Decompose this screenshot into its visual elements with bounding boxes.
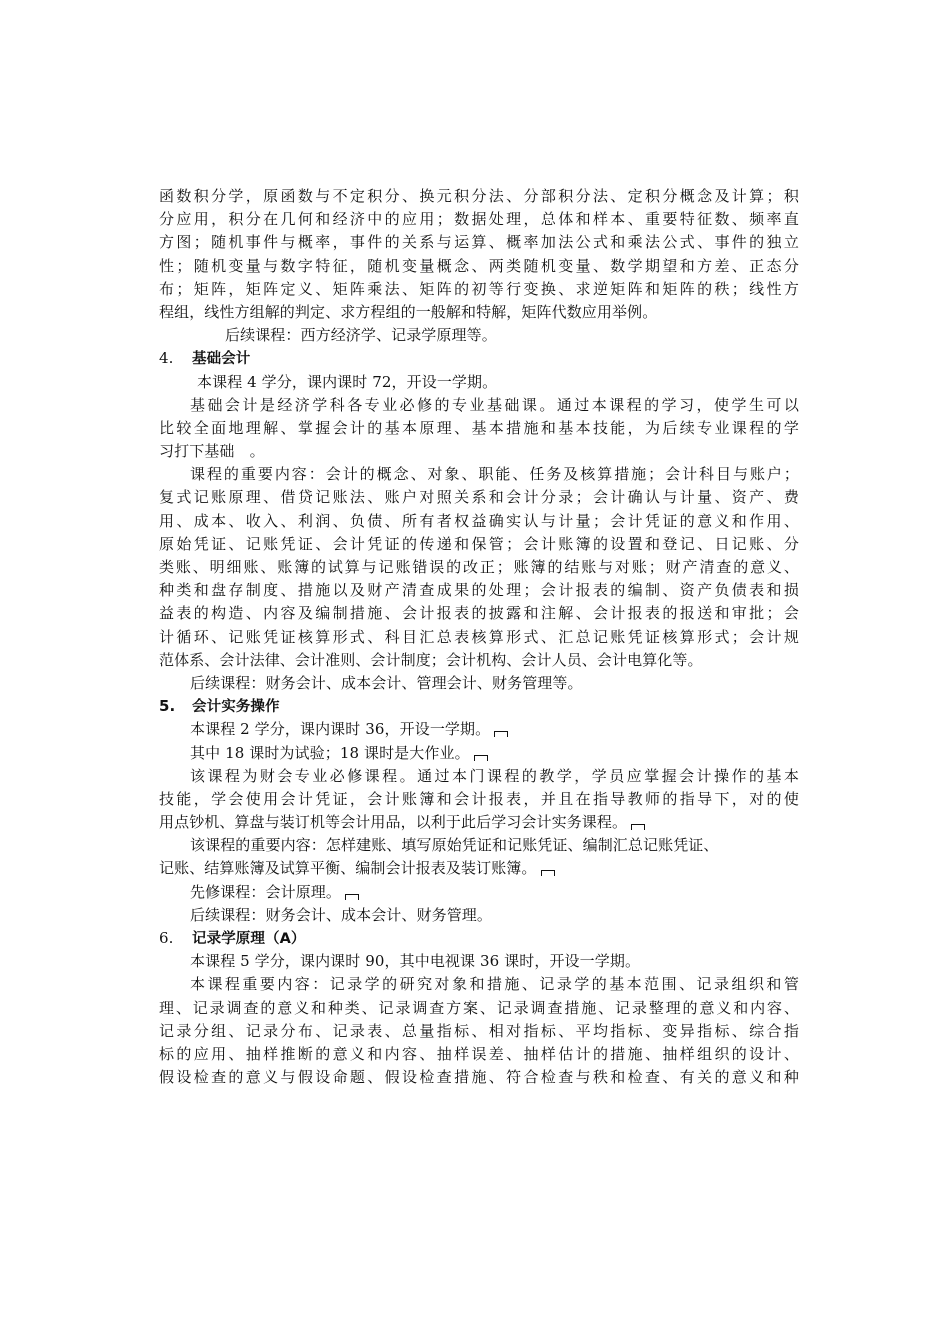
course-credits: 本课程 4 学分，课内课时 72，开设一学期。 [197,372,498,391]
section-title: 会计实务操作 [192,699,280,716]
section-heading [159,927,799,950]
followup-courses: 后续课程：西方经济学、记录学原理等。 [225,326,497,345]
prereq-courses: 先修课程：会计原理。 [190,882,342,901]
text-line: 范体系、会计法律、会计准则、会计制度；会计机构、会计人员、会计电算化等。 [159,650,703,669]
text-line [159,881,799,904]
paragraph-return-icon [631,824,645,830]
text-line: 假设检查的意义与假设命题、假设检查措施、符合检查与秩和检查、有关的意义和种 [159,1068,799,1087]
text-line: 理、记录调查的意义和种类、记录调查方案、记录调查措施、记录整理的意义和内容、 [159,998,799,1017]
section-title: 记录学原理（A） [192,931,306,947]
text-line: 原始凭证、记账凭证、会计凭证的传递和保管；会计账簿的设置和登记、日记账、分 [159,534,799,553]
section-number: 4. [159,349,174,368]
text-line: 习打下基础 。 [159,442,265,461]
section-number: 5. [159,697,176,716]
text-line: 分应用，积分在几何和经济中的应用；数据处理，总体和样本、重要特征数、频率直 [159,210,799,229]
paragraph-return-icon [494,731,508,737]
section-number: 6. [159,929,174,947]
course-credits: 本课程 2 学分，课内课时 36，开设一学期。 [190,720,491,739]
text-line: 复式记账原理、借贷记账法、账户对照关系和会计分录；会计确认与计量、资产、费 [159,488,799,507]
text-span: 用点钞机、算盘与装订机等会计用品，以利于此后学习会计实务课程。 [159,813,628,832]
text-line: 计循环、记账凭证核算形式、科目汇总表核算形式、汇总记账凭证核算形式；会计规 [159,627,799,646]
course-hours: 其中 18 课时为试验；18 课时是大作业。 [190,743,470,762]
followup-courses: 后续课程：财务会计、成本会计、财务管理。 [190,905,493,924]
text-line [159,857,799,880]
section-title: 基础会计 [192,351,251,368]
text-line: 用、成本、收入、利润、负债、所有者权益确实认与计量；会计凭证的意义和作用、 [159,511,799,530]
text-line: 函数积分学，原函数与不定积分、换元积分法、分部积分法、定积分概念及计算；积 [159,187,799,205]
text-line: 记录分组、记录分布、记录表、总量指标、相对指标、平均指标、变异指标、综合指 [159,1021,799,1040]
text-line: 方图；随机事件与概率，事件的关系与运算、概率加法公式和乘法公式、事件的独立 [159,233,799,252]
paragraph-return-icon [541,870,555,876]
text-line [159,742,799,765]
text-line: 标的应用、抽样推断的意义和内容、抽样误差、抽样估计的措施、抽样组织的设计、 [159,1044,799,1063]
section-heading [159,695,799,718]
text-line: 性；随机变量与数字特征，随机变量概念、两类随机变量、数学期望和方差、正态分 [159,256,799,275]
text-line: 技能，学会使用会计凭证，会计账簿和会计报表，并且在指导教师的指导下，对的使 [159,789,799,808]
text-line: 该课程的重要内容：怎样建账、填写原始凭证和记账凭证、编制汇总记账凭证、 [190,836,719,855]
text-line: 程组，线性方组解的判定、求方程组的一般解和特解，矩阵代数应用举例。 [159,302,658,321]
text-line [159,718,799,741]
course-credits: 本课程 5 学分，课内课时 90，其中电视课 36 课时，开设一学期。 [190,952,641,971]
section-heading [159,347,799,370]
text-line: 比较全面地理解、掌握会计的基本原理、基本措施和基本技能，为后续专业课程的学 [159,418,799,437]
paragraph-return-icon [345,894,359,900]
text-line [159,811,799,834]
document-body [159,185,799,1089]
text-line: 布；矩阵，矩阵定义、矩阵乘法、矩阵的初等行变换、求逆矩阵和矩阵的秩；线性方 [159,279,799,298]
text-span: 记账、结算账簿及试算平衡、编制会计报表及装订账簿。 [159,859,537,878]
text-line: 本课程重要内容：记录学的研究对象和措施、记录学的基本范围、记录组织和管 [190,975,799,994]
text-line: 课程的重要内容：会计的概念、对象、职能、任务及核算措施；会计科目与账户； [190,465,799,484]
followup-courses: 后续课程：财务会计、成本会计、管理会计、财务管理等。 [190,673,583,692]
text-line: 类账、明细账、账簿的试算与记账错误的改正；账簿的结账与对账；财产清查的意义、 [159,558,799,576]
text-line: 基础会计是经济学科各专业必修的专业基础课。通过本课程的学习，使学生可以 [190,395,799,414]
paragraph-return-icon [474,755,488,761]
text-line: 该课程为财会专业必修课程。通过本门课程的教学，学员应掌握会计操作的基本 [190,766,799,785]
text-line: 种类和盘存制度、措施以及财产清查成果的处理；会计报表的编制、资产负债表和损 [159,581,799,600]
text-line: 益表的构造、内容及编制措施、会计报表的披露和注解、会计报表的报送和审批；会 [159,604,799,623]
